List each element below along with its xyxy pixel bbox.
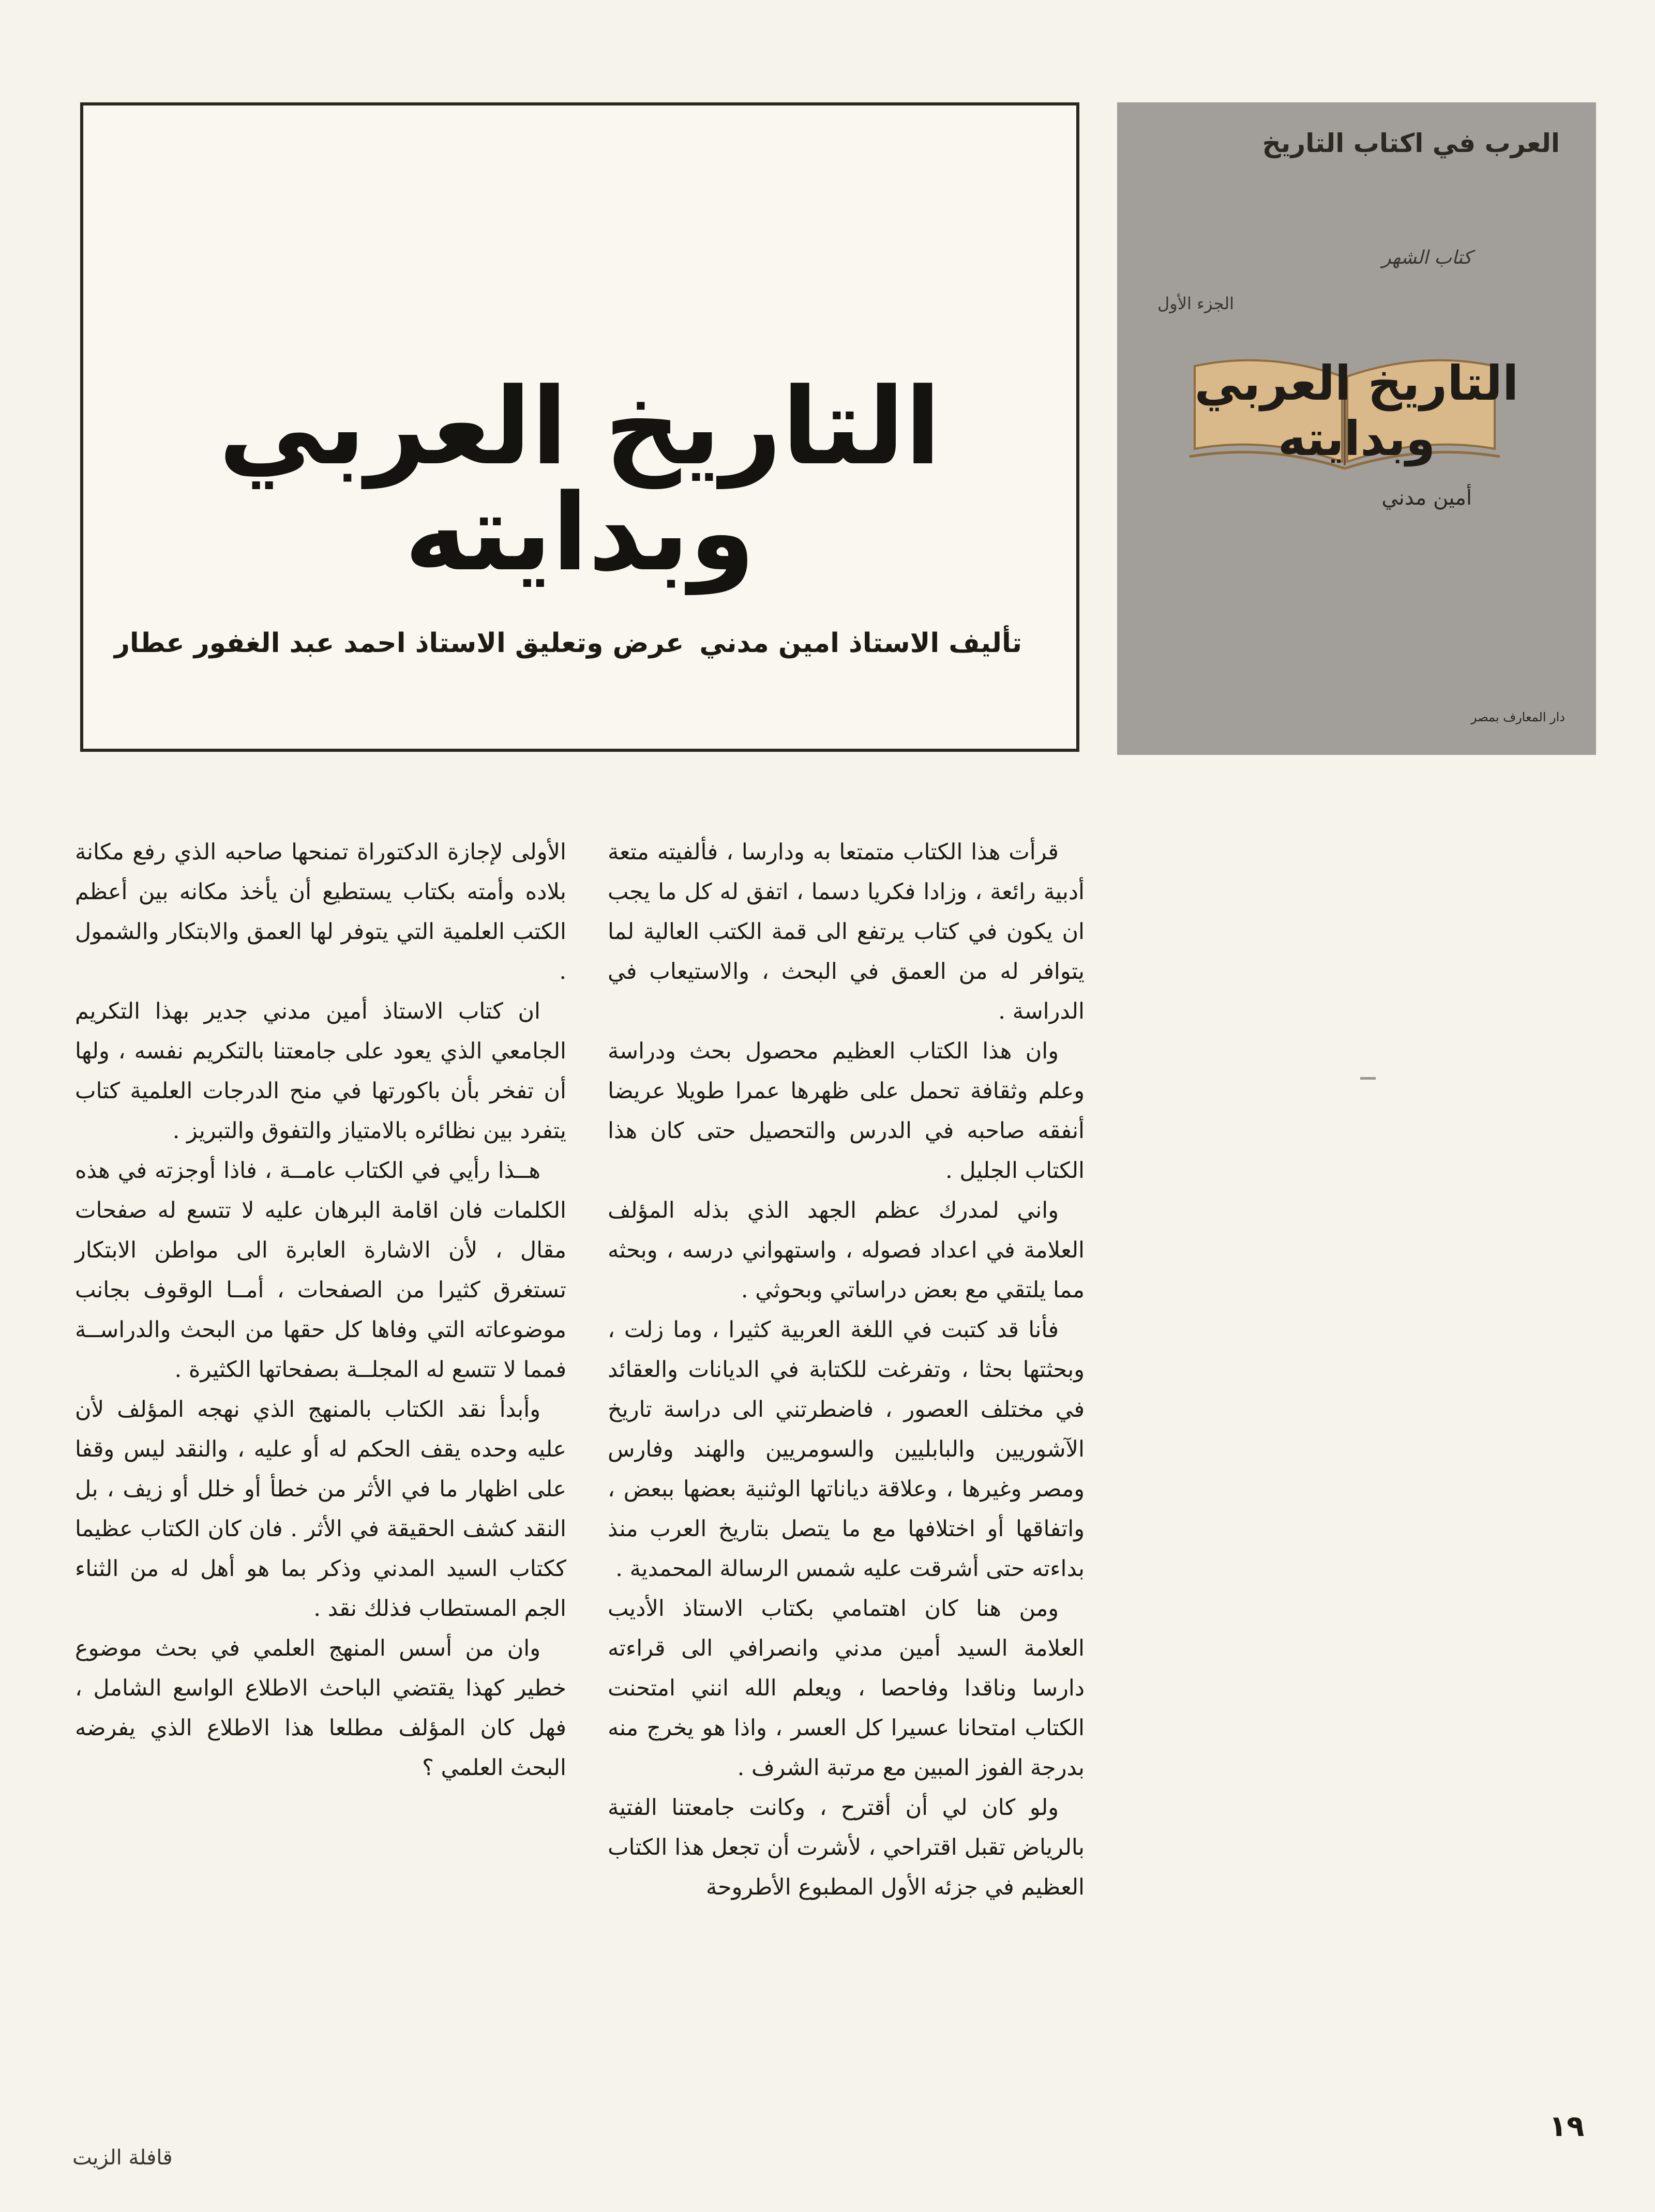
page-mark — [1360, 1077, 1376, 1080]
paragraph: هــذا رأيي في الكتاب عامــة ، فاذا أوجزته في هذه الكلمات فان اقامة البرهان عليه لا تتسع له صفحات مقال ، لأن الاشارة العابرة الى مواطن الابتكار تستغرق كثيرا من الصفحات ، أمــا الوقوف بجانب موضوعاته التي وفاها كل حقها من البحث والدراســة فمما لا تتسع له المجلــة بصفحاتها الكثيرة . — [75, 1158, 566, 1383]
author-credit: تأليف الاستاذ امين مدني — [699, 628, 1022, 659]
cover-author: أمين مدني — [1381, 486, 1472, 510]
reviewer-credit: عرض وتعليق الاستاذ احمد عبد الغفور عطار — [114, 628, 684, 659]
paragraph: واني لمدرك عظم الجهد الذي بذله المؤلف العلامة في اعداد فصوله ، واستهواني درسه ، وبحثه مما يلتقي مع بعض دراساتي وبحوثي . — [608, 1198, 1085, 1303]
paragraph: فأنا قد كتبت في اللغة العربية كثيرا ، وما زلت ، وبحثتها بحثا ، وتفرغت للكتابة في الديانات والعقائد في مختلف العصور ، فاضطرتني الى دراسة تاريخ الآشوريين والبابليين والسومريين والهند وفارس ومصر وغيرها ، وعلاقة دياناتها الوثنية بعضها ببعض ، واتفاقها أو اختلافها مع ما يتصل بتاريخ العرب منذ بداءته حتى أشرقت عليه شمس الرسالة المحمدية . — [608, 1317, 1085, 1582]
page-number: ١٩ — [1549, 2110, 1585, 2143]
paragraph: ولو كان لي أن أقترح ، وكانت جامعتنا الفتية بالرياض تقبل اقتراحي ، لأشرت أن تجعل هذا الكتاب العظيم في جزئه الأول المطبوع الأطروحة — [608, 1795, 1085, 1900]
cover-book-title: التاريخ العربي وبدايته — [1194, 356, 1519, 466]
magazine-name: قافلة الزيت — [72, 2146, 173, 2170]
paragraph: قرأت هذا الكتاب متمتعا به ودارسا ، فألفيته متعة أدبية رائعة ، وزادا فكريا دسما ، اتفق له كل ما يجب ان يكون في كتاب يرتفع الى قمة الكتب العالية لما يتوافر له من العمق في البحث ، والاستيعاب في الدراسة . — [608, 839, 1085, 1024]
paragraph: الأولى لإجازة الدكتوراة تمنحها صاحبه الذي رفع مكانة بلاده وأمته بكتاب يستطيع أن يأخذ مكانه بين أعظم الكتب العلمية التي يتوفر لها العمق والابتكار والشمول . — [75, 839, 566, 984]
cover-part-label: الجزء الأول — [1157, 294, 1234, 313]
article-column-left — [75, 832, 566, 1788]
article-title: التاريخ العربي وبدايته — [218, 366, 941, 595]
cover-publisher: دار المعارف بمصر — [1470, 710, 1565, 724]
paragraph: ومن هنا كان اهتمامي بكتاب الاستاذ الأديب العلامة السيد أمين مدني وانصرافي الى قراءته دارسا وناقدا وفاحصا ، ويعلم الله انني امتحنت الكتاب امتحانا عسيرا كل العسر ، واذا هو يخرج منه بدرجة الفوز المبين مع مرتبة الشرف . — [608, 1596, 1085, 1781]
paragraph: وان من أسس المنهج العلمي في بحث موضوع خطير كهذا يقتضي الباحث الاطلاع الواسع الشامل ، فهل كان المؤلف مطلعا هذا الاطلاع الذي يفرضه البحث العلمي ؟ — [75, 1635, 566, 1781]
paragraph: ان كتاب الاستاذ أمين مدني جدير بهذا التكريم الجامعي الذي يعود على جامعتنا بالتكريم نفسه ، ولها أن تفخر بأن باكورتها في منح الدرجات العلمية كتاب يتفرد بين نظائره بالامتياز والتفوق والتبريز . — [75, 998, 566, 1144]
credits-line — [114, 628, 1022, 659]
article-column-right — [608, 832, 1085, 1907]
paragraph: وأبدأ نقد الكتاب بالمنهج الذي نهجه المؤلف لأن عليه وحده يقف الحكم له أو عليه ، والنقد ليس وقفا على اظهار ما في الأثر من خطأ أو خلل أو زيف ، بل النقد كشف الحقيقة في الأثر . فان كان الكتاب عظيما ككتاب السيد المدني وذكر بما هو أهل له من الثناء الجم المستطاب فذلك نقد . — [75, 1397, 566, 1622]
book-cover-image — [1117, 102, 1596, 755]
cover-monthly-label: كتاب الشهر — [1382, 247, 1472, 268]
paragraph: وان هذا الكتاب العظيم محصول بحث ودراسة وعلم وثقافة تحمل على ظهرها عمرا طويلا عريضا أنفقه صاحبه في الدرس والتحصيل حتى كان هذا الكتاب الجليل . — [608, 1038, 1085, 1184]
title-box — [80, 102, 1079, 752]
cover-series-title: العرب في اكتاب التاريخ — [1262, 128, 1560, 158]
